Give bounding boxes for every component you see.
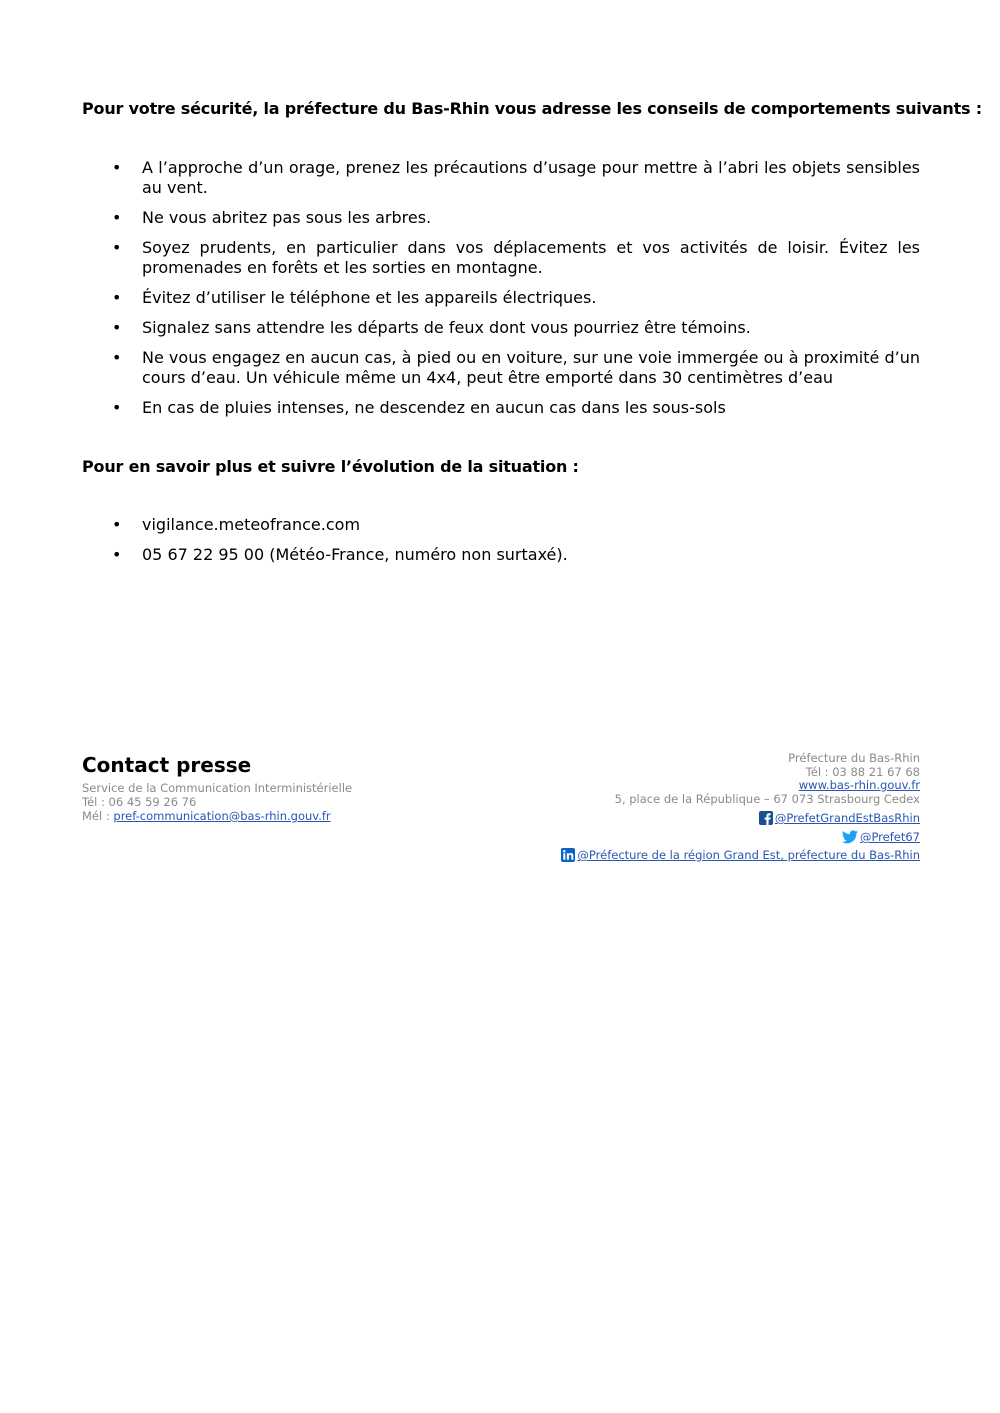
more-info-list	[112, 515, 920, 575]
list-item-text: A l’approche d’un orage, prenez les précautions d’usage pour mettre à l’abri les objets sensibles au vent.	[142, 158, 920, 197]
bullet: •	[112, 398, 122, 417]
twitter-link[interactable]: @Prefet67	[859, 830, 920, 844]
list-item-text: Ne vous abritez pas sous les arbres.	[142, 208, 432, 227]
list-item-text: En cas de pluies intenses, ne descendez en aucun cas dans les sous-sols	[142, 398, 726, 417]
meteo-phone-text: 05 67 22 95 00 (Météo-France, numéro non surtaxé).	[142, 545, 568, 564]
linkedin-link[interactable]: @Préfecture de la région Grand Est, préfecture du Bas-Rhin	[577, 848, 920, 862]
prefecture-website-line	[615, 779, 920, 793]
twitter-icon	[842, 830, 858, 844]
list-item-text: Ne vous engagez en aucun cas, à pied ou en voiture, sur une voie immergée ou à proximité d’un cours d’eau. Un véhicule même un 4x4, peut être emporté dans 30 centimètres d’eau	[142, 348, 920, 387]
prefecture-address: 5, place de la République – 67 073 Strasbourg Cedex	[614, 791, 920, 806]
bullet: •	[112, 158, 122, 177]
safety-advice-list	[112, 158, 920, 428]
list-item	[112, 208, 920, 228]
contact-details	[82, 781, 352, 823]
list-item	[112, 318, 920, 338]
prefecture-website-link[interactable]: www.bas-rhin.gouv.fr	[798, 778, 920, 792]
more-info-heading: Pour en savoir plus et suivre l’évolution de la situation :	[82, 457, 579, 476]
contact-service: Service de la Communication Interministérielle	[82, 781, 353, 795]
contact-phone: Tél : 06 45 59 26 76	[82, 795, 197, 809]
bullet: •	[112, 348, 122, 367]
bullet: •	[112, 238, 122, 257]
facebook-link[interactable]: @PrefetGrandEstBasRhin	[774, 811, 920, 825]
meteo-website-text: vigilance.meteofrance.com	[142, 515, 361, 534]
bullet: •	[112, 515, 122, 534]
contact-email-link[interactable]: pref-communication@bas-rhin.gouv.fr	[113, 809, 331, 823]
advice-heading: Pour votre sécurité, la préfecture du Bas-Rhin vous adresse les conseils de comportements suivants :	[82, 99, 982, 118]
facebook-icon	[759, 811, 773, 825]
linkedin-icon	[561, 848, 575, 862]
contact-email-label: Mél :	[82, 809, 114, 823]
list-item	[112, 515, 920, 535]
list-item-text: Soyez prudents, en particulier dans vos déplacements et vos activités de loisir. Évitez les promenades en forêts et les sorties en montagne.	[142, 238, 920, 277]
list-item	[112, 545, 920, 565]
contact-title: Contact presse	[82, 753, 252, 777]
prefecture-phone: Tél : 03 88 21 67 68	[805, 764, 920, 779]
list-item	[112, 398, 920, 418]
prefecture-name: Préfecture du Bas-Rhin	[788, 751, 920, 765]
bullet: •	[112, 318, 122, 337]
twitter-line	[842, 830, 920, 845]
list-item	[112, 158, 920, 198]
list-item	[112, 238, 920, 278]
facebook-line	[759, 811, 920, 826]
bullet: •	[112, 208, 122, 227]
linkedin-line	[561, 848, 920, 863]
bullet: •	[112, 545, 122, 564]
list-item	[112, 348, 920, 388]
list-item	[112, 288, 920, 308]
bullet: •	[112, 288, 122, 307]
list-item-text: Évitez d’utiliser le téléphone et les appareils électriques.	[142, 288, 597, 307]
list-item-text: Signalez sans attendre les départs de feux dont vous pourriez être témoins.	[142, 318, 751, 337]
contact-email-line	[82, 809, 352, 823]
prefecture-info	[615, 752, 920, 806]
